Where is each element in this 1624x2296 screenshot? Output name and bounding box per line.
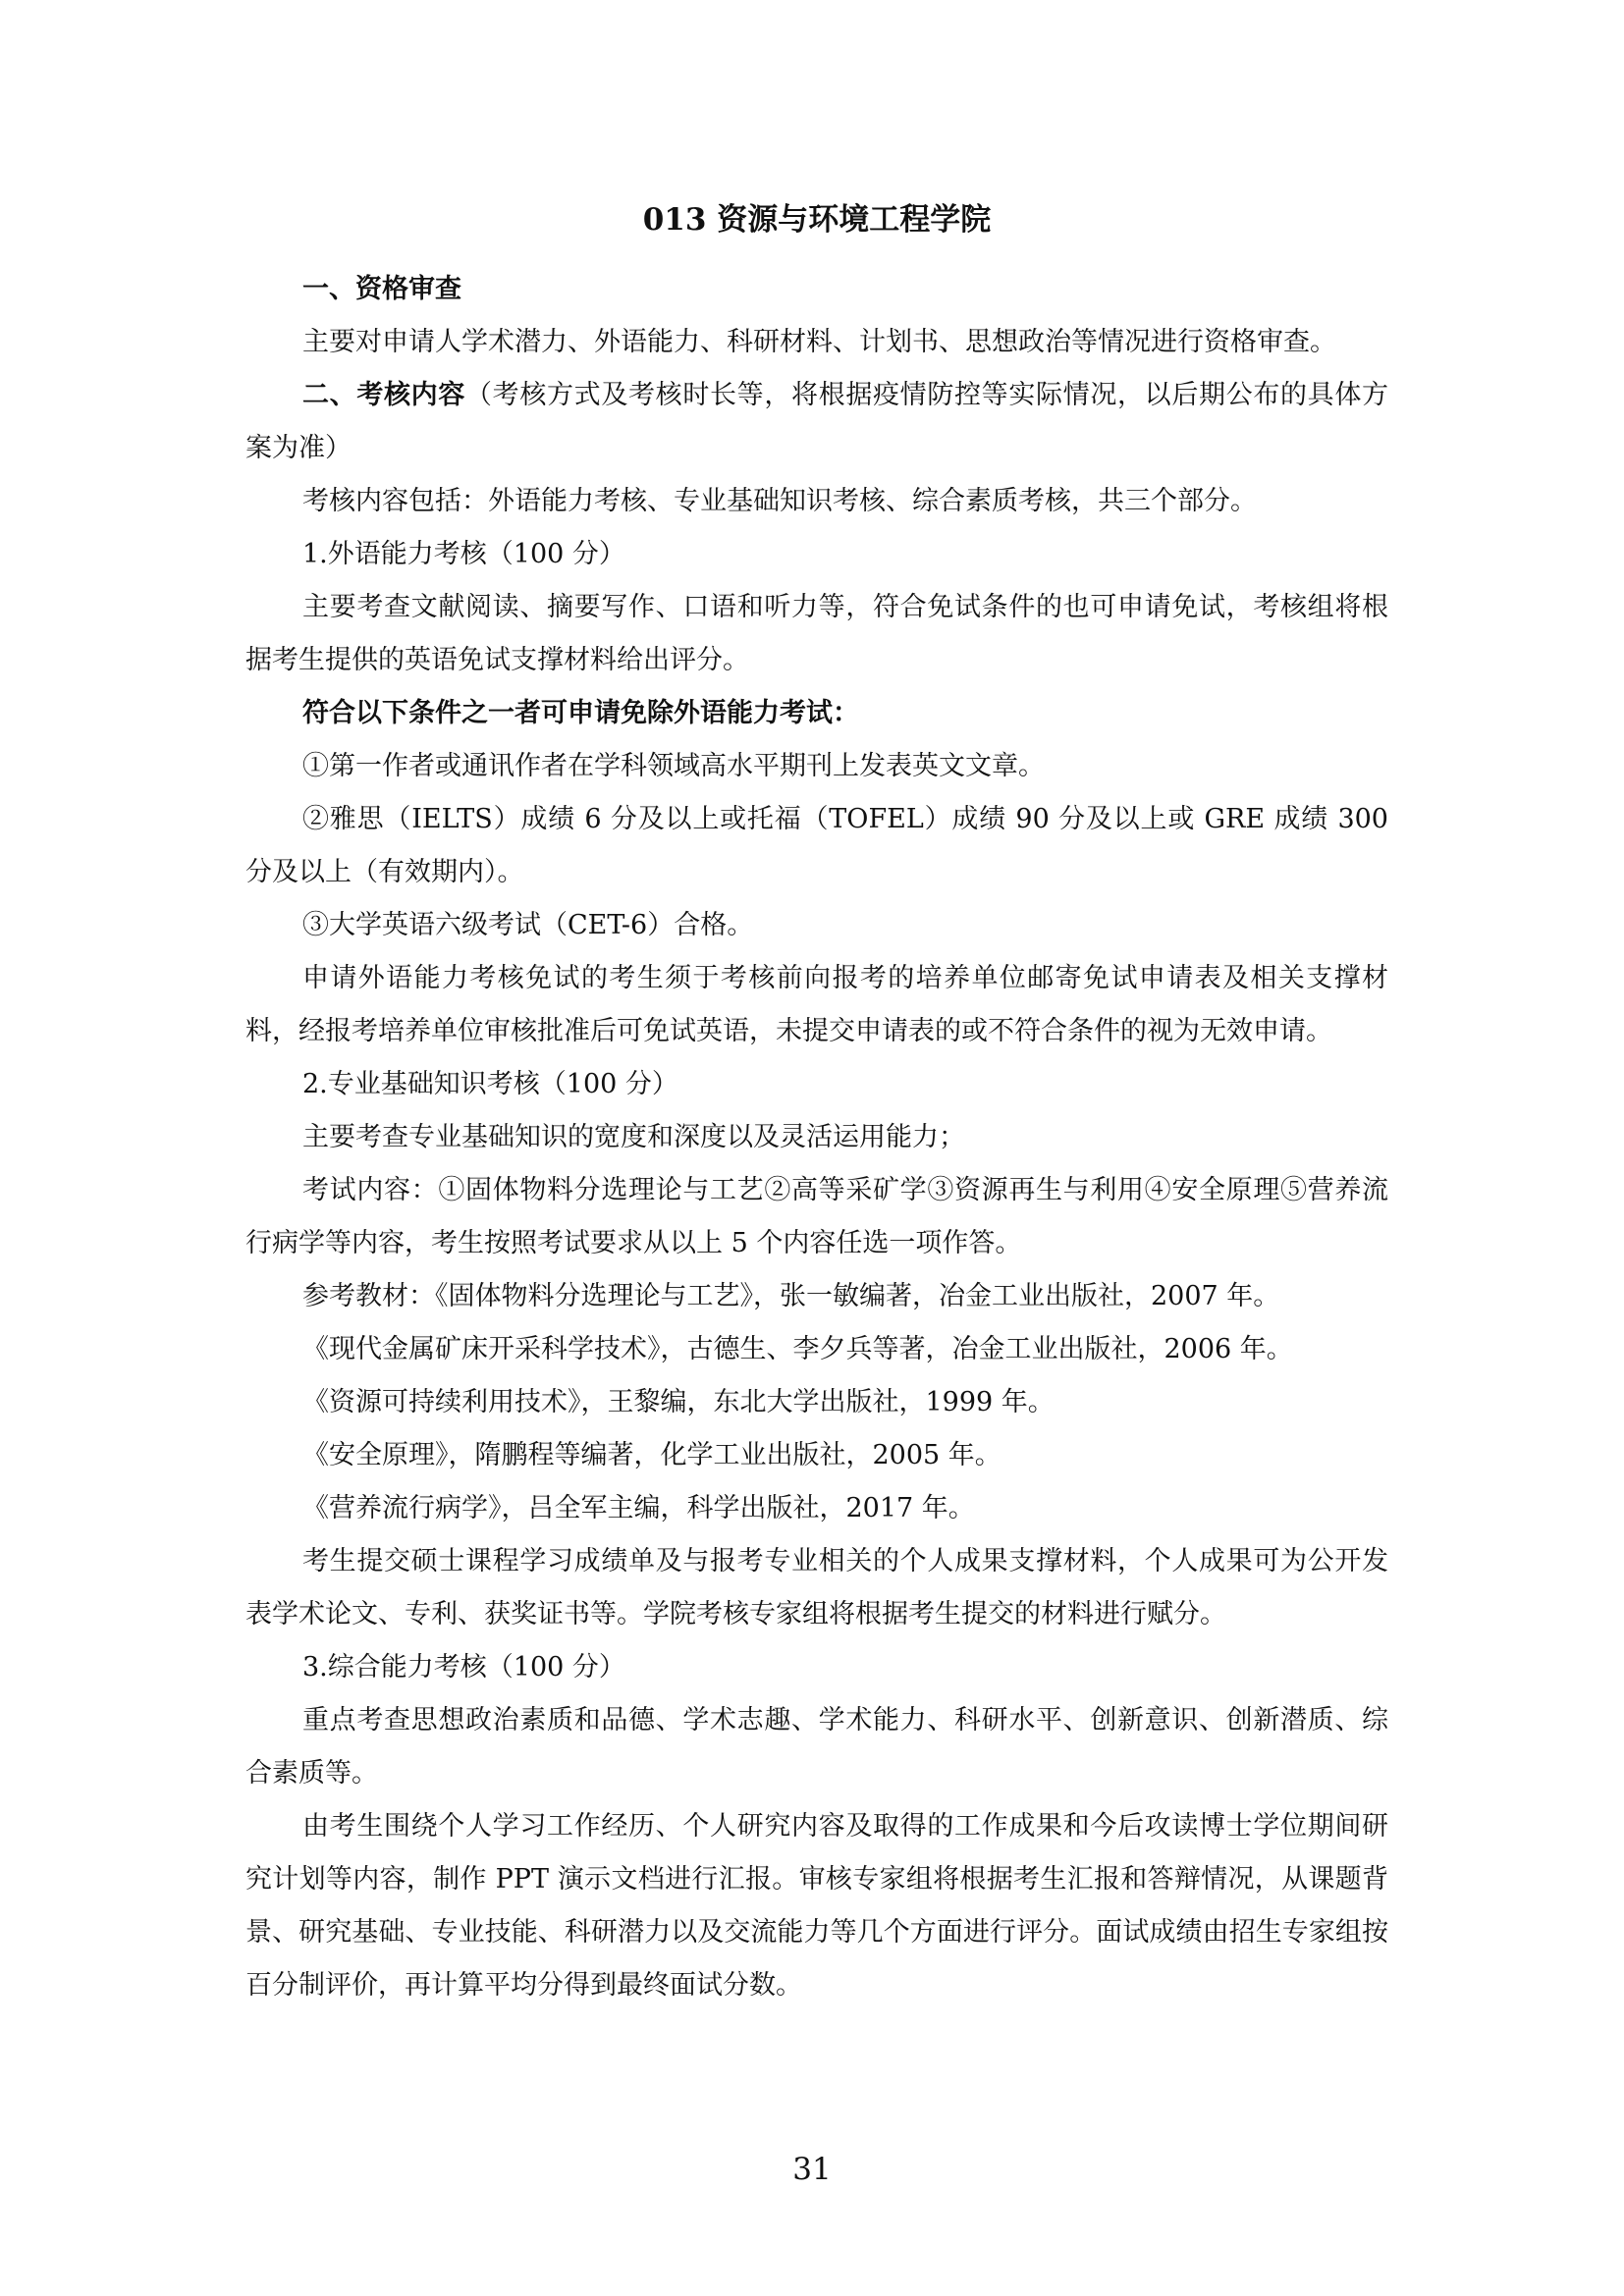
document-page xyxy=(245,196,1388,2012)
part1-heading: 1.外语能力考核（100 分） xyxy=(302,539,625,569)
part2-heading: 2.专业基础知识考核（100 分） xyxy=(302,1069,678,1099)
part3-heading: 3.综合能力考核（100 分） xyxy=(302,1652,625,1682)
part3-report: 由考生围绕个人学习工作经历、个人研究内容及取得的工作成果和今后攻读博士学位期间研究计划等内容，制作 PPT 演示文档进行汇报。审核专家组将根据考生汇报和答辩情况，从课题背景、研究基础、专业技能、科研潜力以及交流能力等几个方面进行评分。面试成绩由招生专家组按百分制评价，再计算平均分得到最终面试分数。 xyxy=(245,1811,1388,2001)
assessment-note: （考核方式及考核时长等，将根据疫情防控等实际情况，以后期公布的具体方案为准） xyxy=(245,380,1388,463)
exemption-application-note: 申请外语能力考核免试的考生须于考核前向报考的培养单位邮寄免试申请表及相关支撑材料，经报考培养单位审核批准后可免试英语，未提交申请表的或不符合条件的视为无效申请。 xyxy=(245,963,1388,1046)
part3-description: 重点考查思想政治素质和品德、学术志趣、学术能力、科研水平、创新意识、创新潜质、综合素质等。 xyxy=(245,1705,1388,1789)
page-title: 013 资源与环境工程学院 xyxy=(642,202,992,238)
part2-description: 主要考查专业基础知识的宽度和深度以及灵活运用能力； xyxy=(302,1122,965,1152)
exemption-condition-1: ①第一作者或通讯作者在学科领域高水平期刊上发表英文文章。 xyxy=(302,751,1045,781)
section-heading-qualification: 一、资格审查 xyxy=(302,274,461,304)
qualification-text: 主要对申请人学术潜力、外语能力、科研材料、计划书、思想政治等情况进行资格审查。 xyxy=(302,327,1336,357)
reference-book-2: 《现代金属矿床开采科学技术》，古德生、李夕兵等著，冶金工业出版社，2006 年。 xyxy=(302,1334,1293,1364)
exemption-condition-2: ②雅思（IELTS）成绩 6 分及以上或托福（TOFEL）成绩 90 分及以上或 GRE 成绩 300 分及以上（有效期内）。 xyxy=(245,804,1388,887)
exemption-condition-3: ③大学英语六级考试（CET-6）合格。 xyxy=(302,910,754,940)
section-assessment xyxy=(245,369,1388,475)
section-heading-assessment: 二、考核内容 xyxy=(302,380,465,410)
part2-exam-content: 考试内容：①固体物料分选理论与工艺②高等采矿学③资源再生与利用④安全原理⑤营养流行病学等内容，考生按照考试要求从以上 5 个内容任选一项作答。 xyxy=(245,1175,1388,1258)
assessment-intro: 考核内容包括：外语能力考核、专业基础知识考核、综合素质考核，共三个部分。 xyxy=(302,486,1257,516)
exemption-heading: 符合以下条件之一者可申请免除外语能力考试： xyxy=(302,698,859,728)
reference-book-3: 《资源可持续利用技术》，王黎编，东北大学出版社，1999 年。 xyxy=(302,1387,1055,1417)
part1-description: 主要考查文献阅读、摘要写作、口语和听力等，符合免试条件的也可申请免试，考核组将根据考生提供的英语免试支撑材料给出评分。 xyxy=(245,592,1388,675)
part2-materials: 考生提交硕士课程学习成绩单及与报考专业相关的个人成果支撑材料，个人成果可为公开发表学术论文、专利、获奖证书等。学院考核专家组将根据考生提交的材料进行赋分。 xyxy=(245,1546,1388,1629)
page-number: 31 xyxy=(792,2152,832,2187)
reference-book-4: 《安全原理》，隋鹏程等编著，化学工业出版社，2005 年。 xyxy=(302,1440,1001,1470)
reference-book-1: 参考教材：《固体物料分选理论与工艺》，张一敏编著，冶金工业出版社，2007 年。 xyxy=(302,1281,1280,1311)
reference-book-5: 《营养流行病学》，吕全军主编，科学出版社，2017 年。 xyxy=(302,1493,975,1523)
